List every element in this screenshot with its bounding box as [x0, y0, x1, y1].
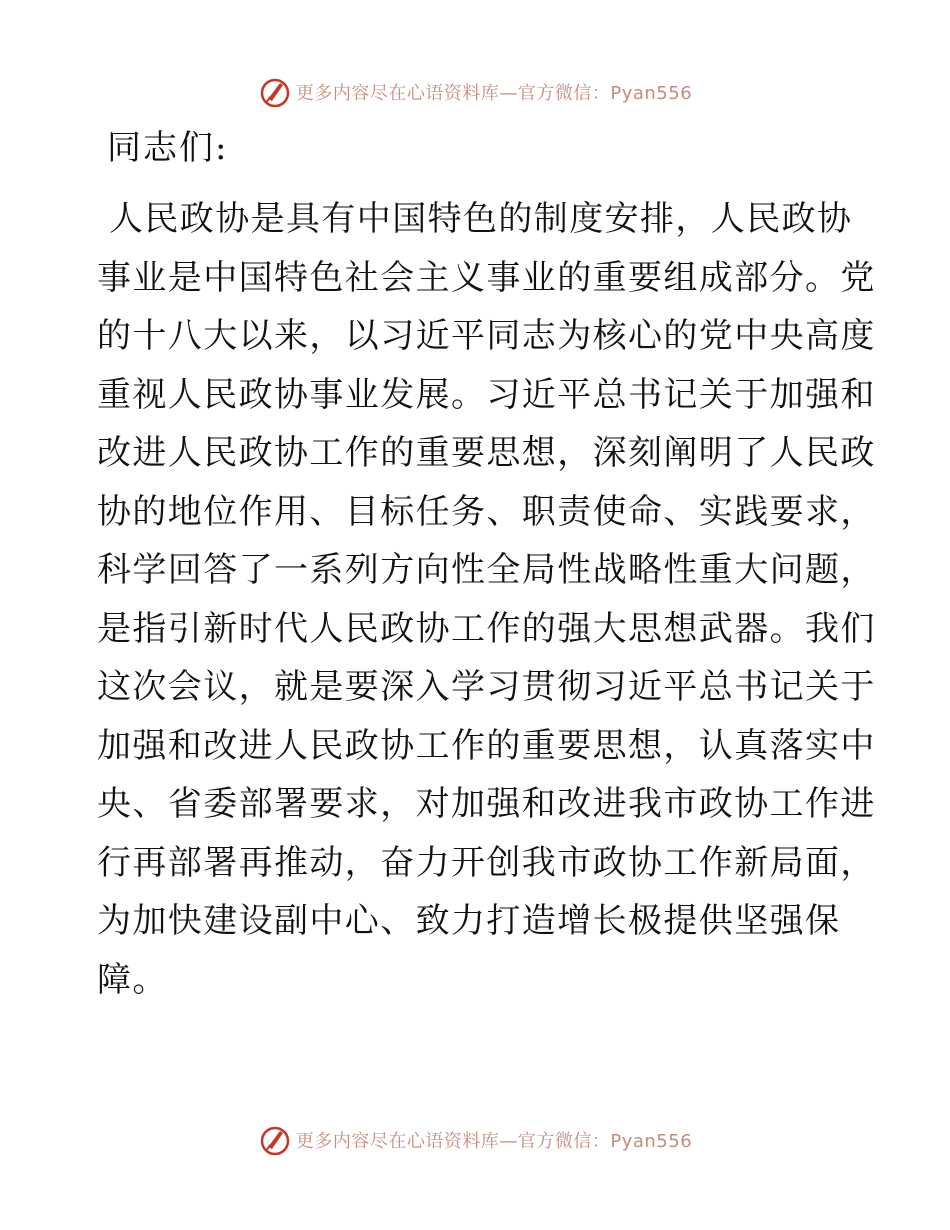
quill-seal-logo-icon — [258, 1123, 292, 1157]
body-line: 这次会议，就是要深入学习贯彻习近平总书记关于 — [97, 667, 876, 707]
body-paragraph — [97, 190, 876, 1009]
body-line: 央、省委部署要求，对加强和改进我市政协工作进 — [97, 784, 876, 824]
body-line: 是指引新时代人民政协工作的强大思想武器。我们 — [97, 608, 876, 649]
body-line: 协的地位作用、目标任务、职责使命、实践要求， — [97, 491, 876, 532]
salutation: 同志们: — [107, 128, 229, 168]
body-line: 重视人民政协事业发展。习近平总书记关于加强和 — [97, 374, 876, 415]
body-line: 为加快建设副中心、致力打造增长极提供坚强保 — [97, 901, 841, 941]
body-line: 加强和改进人民政协工作的重要思想，认真落实中 — [97, 725, 876, 766]
body-line: 行再部署再推动，奋力开创我市政协工作新局面， — [97, 842, 876, 883]
body-line: 人民政协是具有中国特色的制度安排，人民政协 — [109, 199, 853, 239]
body-line: 改进人民政协工作的重要思想，深刻阐明了人民政 — [97, 433, 876, 473]
body-line: 障。 — [97, 959, 168, 1000]
body-line: 的十八大以来，以习近平同志为核心的党中央高度 — [97, 316, 876, 356]
watermark-text: 更多内容尽在心语资料库—官方微信：Pyan556 — [295, 1131, 693, 1152]
header-watermark — [0, 72, 950, 112]
watermark-text: 更多内容尽在心语资料库—官方微信：Pyan556 — [295, 83, 693, 104]
body-line: 事业是中国特色社会主义事业的重要组成部分。党 — [97, 257, 876, 298]
footer-watermark — [0, 1120, 950, 1160]
body-line: 科学回答了一系列方向性全局性战略性重大问题， — [97, 550, 876, 590]
quill-seal-logo-icon — [258, 75, 292, 109]
